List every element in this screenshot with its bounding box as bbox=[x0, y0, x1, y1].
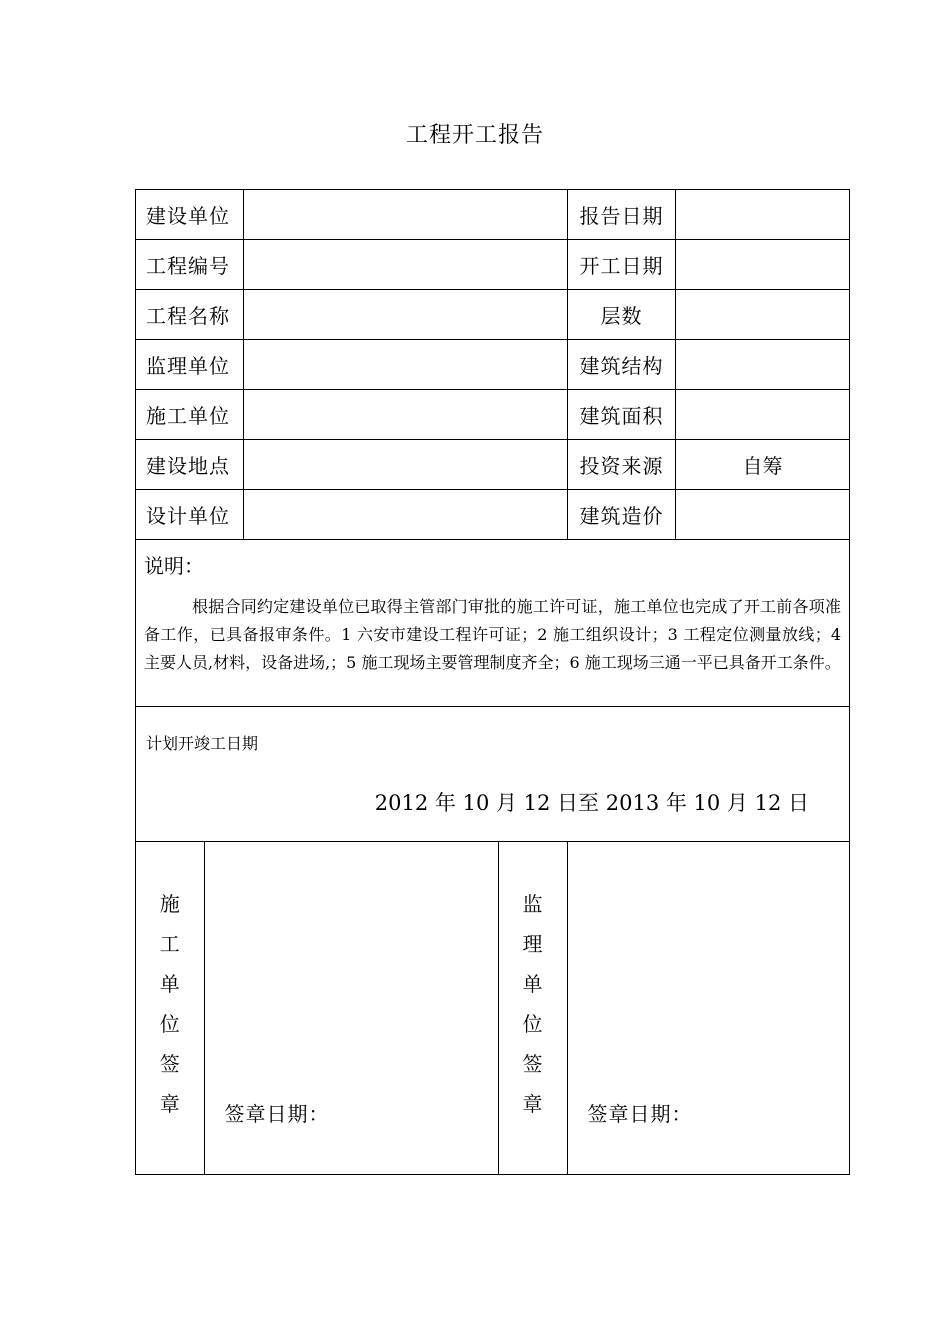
form-row bbox=[136, 240, 850, 290]
field-value[interactable] bbox=[244, 190, 568, 240]
supervisor-seal-label-char: 监 bbox=[522, 892, 543, 916]
supervisor-seal-label-char: 位 bbox=[522, 1012, 543, 1036]
field-label: 建设地点 bbox=[136, 440, 244, 490]
field-value[interactable] bbox=[676, 490, 850, 540]
supervisor-seal-label-char: 单 bbox=[522, 972, 543, 996]
notes-heading: 说明： bbox=[144, 554, 204, 578]
form-row bbox=[136, 440, 850, 490]
field-value[interactable] bbox=[244, 290, 568, 340]
contractor-seal-date-label: 签章日期： bbox=[224, 1102, 330, 1126]
field-value[interactable] bbox=[676, 290, 850, 340]
planned-dates-label: 计划开竣工日期 bbox=[146, 734, 259, 753]
field-label: 建筑造价 bbox=[568, 490, 676, 540]
form-row bbox=[136, 190, 850, 240]
supervisor-seal-label-char: 理 bbox=[522, 932, 543, 956]
notes-section bbox=[136, 540, 850, 707]
field-label: 报告日期 bbox=[568, 190, 676, 240]
contractor-seal-label bbox=[136, 884, 204, 1124]
planned-dates-section bbox=[136, 707, 850, 842]
field-label: 投资来源 bbox=[568, 440, 676, 490]
form-row bbox=[136, 390, 850, 440]
field-label: 建筑面积 bbox=[568, 390, 676, 440]
field-label: 开工日期 bbox=[568, 240, 676, 290]
field-value[interactable] bbox=[244, 390, 568, 440]
form-row bbox=[136, 290, 850, 340]
field-label: 工程名称 bbox=[136, 290, 244, 340]
field-label: 施工单位 bbox=[136, 390, 244, 440]
supervisor-seal-label-cell bbox=[498, 842, 567, 1174]
field-label: 建设单位 bbox=[136, 190, 244, 240]
supervisor-seal-label-char: 签 bbox=[522, 1052, 543, 1076]
start-report-form bbox=[135, 189, 850, 1175]
field-value[interactable] bbox=[244, 490, 568, 540]
field-label: 层数 bbox=[568, 290, 676, 340]
contractor-seal-label-char: 施 bbox=[159, 892, 180, 916]
supervisor-seal-area[interactable] bbox=[567, 842, 850, 1174]
supervisor-seal-label-char: 章 bbox=[522, 1092, 543, 1116]
contractor-seal-label-char: 单 bbox=[159, 972, 180, 996]
supervisor-seal-label bbox=[499, 884, 567, 1124]
field-value[interactable] bbox=[244, 240, 568, 290]
field-label: 监理单位 bbox=[136, 340, 244, 390]
field-label: 建筑结构 bbox=[568, 340, 676, 390]
field-value[interactable] bbox=[676, 190, 850, 240]
field-value[interactable]: 自筹 bbox=[676, 440, 850, 490]
contractor-seal-label-char: 位 bbox=[159, 1012, 180, 1036]
field-value[interactable] bbox=[676, 340, 850, 390]
field-value[interactable] bbox=[676, 390, 850, 440]
contractor-seal-label-cell bbox=[136, 842, 204, 1174]
contractor-seal-label-char: 章 bbox=[159, 1092, 180, 1116]
planned-dates-range: 2012 年 10 月 12 日至 2013 年 10 月 12 日 bbox=[374, 791, 809, 815]
contractor-seal-area[interactable] bbox=[204, 842, 498, 1174]
contractor-seal-label-char: 签 bbox=[159, 1052, 180, 1076]
signature-section bbox=[136, 842, 850, 1175]
form-row bbox=[136, 340, 850, 390]
field-label: 工程编号 bbox=[136, 240, 244, 290]
field-value[interactable] bbox=[244, 440, 568, 490]
field-value[interactable] bbox=[244, 340, 568, 390]
document-title: 工程开工报告 bbox=[405, 123, 544, 148]
contractor-seal-label-char: 工 bbox=[159, 932, 180, 956]
form-row bbox=[136, 490, 850, 540]
supervisor-seal-date-label: 签章日期： bbox=[587, 1102, 693, 1126]
field-label: 设计单位 bbox=[136, 490, 244, 540]
notes-body: 根据合同约定建设单位已取得主管部门审批的施工许可证，施工单位也完成了开工前各项准备工作，已具备报审条件。1 六安市建设工程许可证；2 施工组织设计；3 工程定位测量放线；4 主要人员,材料，设备进场,；5 施工现场主要管理制度齐全；6 施工现场三通一平已具备开工条件。 bbox=[144, 597, 841, 672]
field-value[interactable] bbox=[676, 240, 850, 290]
